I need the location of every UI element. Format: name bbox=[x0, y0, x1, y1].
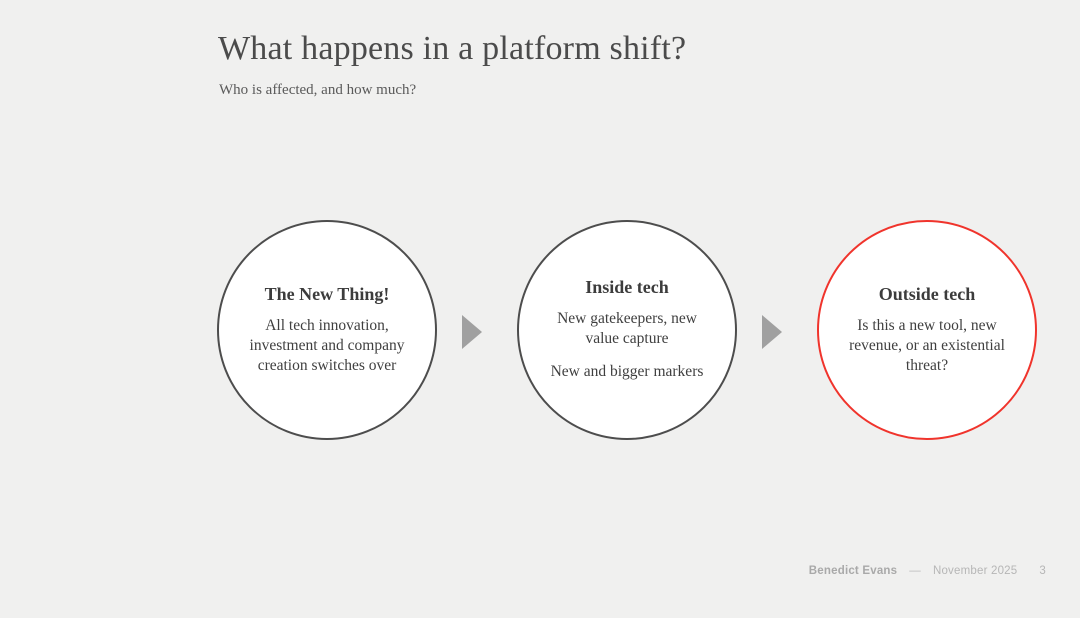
footer-separator: — bbox=[909, 565, 921, 577]
footer-date: November 2025 bbox=[932, 565, 1018, 577]
diagram-node-outside-tech bbox=[817, 220, 1037, 440]
footer-author: Benedict Evans bbox=[808, 565, 898, 577]
arrow-right-icon bbox=[462, 315, 482, 349]
node-body-line: Is this a new tool, new revenue, or an existential threat? bbox=[849, 316, 1005, 374]
node-body-line: New and bigger markers bbox=[550, 363, 704, 381]
process-flow-diagram bbox=[200, 215, 1050, 455]
node-heading: Outside tech bbox=[878, 283, 976, 304]
slide-footer bbox=[809, 565, 1046, 577]
diagram-node-inside-tech bbox=[517, 220, 737, 440]
page-subtitle: Who is affected, and how much? bbox=[219, 82, 417, 98]
arrow-right-icon bbox=[762, 315, 782, 349]
node-heading: Inside tech bbox=[585, 277, 669, 298]
page-title: What happens in a platform shift? bbox=[218, 30, 687, 67]
diagram-node-the-new-thing bbox=[217, 220, 437, 440]
node-body-line: New gatekeepers, new value capture bbox=[557, 310, 697, 348]
page-number: 3 bbox=[1039, 565, 1046, 577]
node-body-line: All tech innovation, investment and company creation switches over bbox=[249, 316, 405, 374]
node-heading: The New Thing! bbox=[264, 283, 390, 304]
